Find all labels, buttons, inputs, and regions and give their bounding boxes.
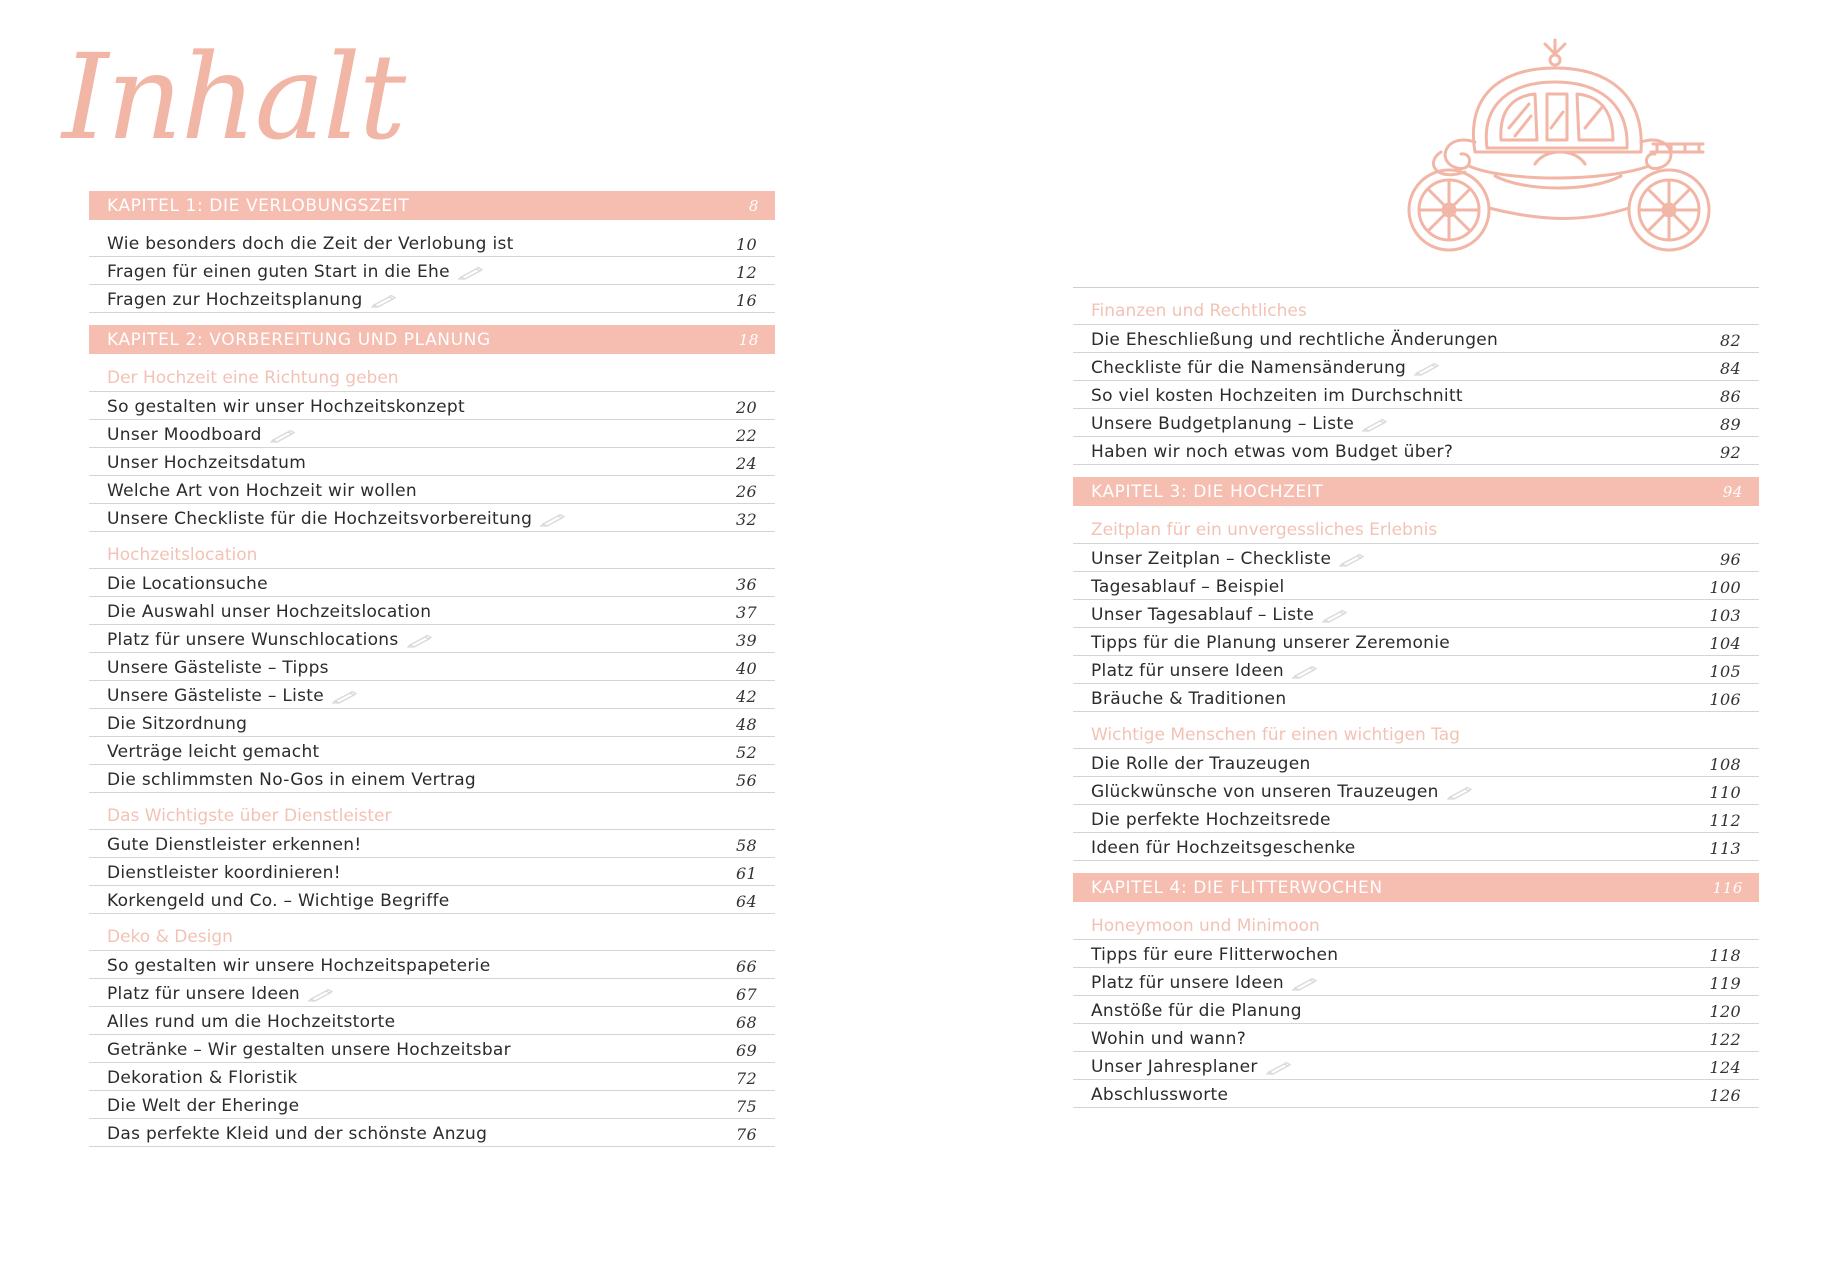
toc-entry-page-number: 103 <box>1709 606 1741 625</box>
toc-entry-label: Unser Moodboard <box>107 425 262 445</box>
toc-entry-label: Tipps für die Planung unserer Zeremonie <box>1091 633 1450 653</box>
toc-entry-page-number: 24 <box>736 454 757 473</box>
toc-entry-label: Unser Zeitplan – Checkliste <box>1091 549 1332 569</box>
toc-entry[interactable] <box>89 392 775 420</box>
toc-entry-page-number: 86 <box>1720 387 1741 406</box>
toc-entry[interactable] <box>89 951 775 979</box>
toc-entry-page-number: 82 <box>1720 331 1741 350</box>
pencil-icon <box>1339 552 1365 566</box>
pencil-icon <box>1292 976 1318 990</box>
toc-entry-label: Die Eheschließung und rechtliche Änderungen <box>1091 330 1499 350</box>
toc-entry-page-number: 10 <box>736 235 757 254</box>
toc-entry-page-number: 40 <box>736 659 757 678</box>
toc-entry[interactable] <box>1073 940 1759 968</box>
toc-entry-page-number: 113 <box>1709 839 1741 858</box>
toc-entry-label: Die Welt der Eheringe <box>107 1096 300 1116</box>
toc-entry-label: Platz für unsere Ideen <box>1091 661 1284 681</box>
toc-entry[interactable] <box>89 285 775 313</box>
toc-entry-label: Dekoration & Floristik <box>107 1068 298 1088</box>
toc-entry-page-number: 58 <box>736 836 757 855</box>
toc-entry-page-number: 42 <box>736 687 757 706</box>
toc-entry-page-number: 126 <box>1709 1086 1741 1105</box>
toc-entry-label: Platz für unsere Ideen <box>107 984 300 1004</box>
pencil-icon <box>1292 664 1318 678</box>
toc-entry-label: Verträge leicht gemacht <box>107 742 320 762</box>
toc-entry-page-number: 69 <box>736 1041 757 1060</box>
toc-entry[interactable] <box>1073 600 1759 628</box>
toc-entry-page-number: 112 <box>1709 811 1741 830</box>
toc-entry[interactable] <box>1073 1024 1759 1052</box>
toc-entry[interactable] <box>89 597 775 625</box>
section-heading-zeitplan-fur-ein-unvergessliches-erlebni: Zeitplan für ein unvergessliches Erlebnis <box>1073 515 1759 544</box>
toc-entry-page-number: 110 <box>1709 783 1741 802</box>
toc-entry-label: Unsere Gästeliste – Tipps <box>107 658 329 678</box>
toc-entry[interactable] <box>89 765 775 793</box>
chapter-page-number: 94 <box>1722 482 1743 501</box>
toc-entry-label: Abschlussworte <box>1091 1085 1229 1105</box>
toc-entry-page-number: 36 <box>736 575 757 594</box>
toc-entry-label: Wie besonders doch die Zeit der Verlobung ist <box>107 234 514 254</box>
toc-entry-label: Dienstleister koordinieren! <box>107 863 341 883</box>
toc-entry[interactable] <box>89 737 775 765</box>
toc-entry[interactable] <box>89 1035 775 1063</box>
toc-entry-label: Fragen für einen guten Start in die Ehe <box>107 262 450 282</box>
toc-entry-label: Unsere Checkliste für die Hochzeitsvorbereitung <box>107 509 533 529</box>
toc-entry-page-number: 56 <box>736 771 757 790</box>
toc-entry[interactable] <box>89 1119 775 1147</box>
toc-entry-label: Unsere Budgetplanung – Liste <box>1091 414 1355 434</box>
toc-left-column <box>89 191 775 1147</box>
toc-entry[interactable] <box>89 476 775 504</box>
toc-entry-page-number: 120 <box>1709 1002 1741 1021</box>
toc-entry[interactable] <box>1073 656 1759 684</box>
toc-entry[interactable] <box>1073 805 1759 833</box>
chapter-label: KAPITEL 3: DIE HOCHZEIT <box>1091 481 1324 502</box>
pencil-icon <box>308 987 334 1001</box>
chapter-label: KAPITEL 2: VORBEREITUNG UND PLANUNG <box>107 329 491 350</box>
toc-entry-page-number: 61 <box>736 864 757 883</box>
chapter-page-number: 116 <box>1712 878 1743 897</box>
chapter-heading-kapitel-1-die-verlobungszeit <box>89 191 775 220</box>
toc-entry-page-number: 39 <box>736 631 757 650</box>
toc-entry-label: Bräuche & Traditionen <box>1091 689 1287 709</box>
toc-entry-label: Unsere Gästeliste – Liste <box>107 686 324 706</box>
toc-entry[interactable] <box>89 625 775 653</box>
toc-entry[interactable] <box>1073 381 1759 409</box>
toc-entry-page-number: 22 <box>736 426 757 445</box>
toc-entry-page-number: 64 <box>736 892 757 911</box>
toc-entry-page-number: 108 <box>1709 755 1741 774</box>
toc-entry-page-number: 124 <box>1709 1058 1741 1077</box>
pencil-icon <box>332 689 358 703</box>
pencil-icon <box>1266 1060 1292 1074</box>
toc-entry[interactable] <box>1073 833 1759 861</box>
toc-entry-label: Welche Art von Hochzeit wir wollen <box>107 481 417 501</box>
toc-entry[interactable] <box>1073 572 1759 600</box>
pencil-icon <box>1414 361 1440 375</box>
toc-entry-page-number: 52 <box>736 743 757 762</box>
chapter-page-number: 18 <box>738 330 759 349</box>
toc-entry-label: Glückwünsche von unseren Trauzeugen <box>1091 782 1439 802</box>
toc-entry[interactable] <box>89 653 775 681</box>
toc-entry-page-number: 105 <box>1709 662 1741 681</box>
toc-entry[interactable] <box>89 681 775 709</box>
toc-entry-label: So gestalten wir unser Hochzeitskonzept <box>107 397 465 417</box>
toc-entry-page-number: 119 <box>1709 974 1741 993</box>
toc-entry[interactable] <box>89 448 775 476</box>
toc-entry[interactable] <box>1073 437 1759 465</box>
toc-entry-label: Getränke – Wir gestalten unsere Hochzeitsbar <box>107 1040 511 1060</box>
toc-entry-label: Anstöße für die Planung <box>1091 1001 1302 1021</box>
toc-entry-page-number: 68 <box>736 1013 757 1032</box>
pencil-icon <box>458 265 484 279</box>
toc-entry-page-number: 48 <box>736 715 757 734</box>
toc-entry-page-number: 20 <box>736 398 757 417</box>
toc-entry-label: Alles rund um die Hochzeitstorte <box>107 1012 396 1032</box>
chapter-heading-kapitel-3-die-hochzeit <box>1073 477 1759 506</box>
pencil-icon <box>407 633 433 647</box>
toc-entry[interactable] <box>89 229 775 257</box>
toc-entry[interactable] <box>89 979 775 1007</box>
chapter-label: KAPITEL 4: DIE FLITTERWOCHEN <box>1091 877 1383 898</box>
chapter-label: KAPITEL 1: DIE VERLOBUNGSZEIT <box>107 195 410 216</box>
toc-entry-page-number: 100 <box>1709 578 1741 597</box>
section-heading-der-hochzeit-eine-richtung-geben: Der Hochzeit eine Richtung geben <box>89 363 775 392</box>
chapter-page-number: 8 <box>748 196 759 215</box>
toc-entry-page-number: 26 <box>736 482 757 501</box>
chapter-heading-kapitel-2-vorbereitung-und-planung <box>89 325 775 354</box>
pencil-icon <box>1447 785 1473 799</box>
toc-entry[interactable] <box>1073 1080 1759 1108</box>
toc-entry[interactable] <box>1073 968 1759 996</box>
pencil-icon <box>371 293 397 307</box>
toc-entry-label: Wohin und wann? <box>1091 1029 1247 1049</box>
toc-entry[interactable] <box>89 858 775 886</box>
toc-entry-label: Checkliste für die Namensänderung <box>1091 358 1407 378</box>
toc-entry-label: Platz für unsere Wunschlocations <box>107 630 399 650</box>
toc-entry[interactable] <box>1073 1052 1759 1080</box>
toc-entry-page-number: 76 <box>736 1125 757 1144</box>
toc-entry[interactable] <box>1073 353 1759 381</box>
toc-entry-page-number: 122 <box>1709 1030 1741 1049</box>
toc-entry[interactable] <box>89 709 775 737</box>
toc-entry-label: Die Locationsuche <box>107 574 268 594</box>
section-heading-das-wichtigste-uber-dienstleister: Das Wichtigste über Dienstleister <box>89 801 775 830</box>
toc-entry[interactable] <box>1073 749 1759 777</box>
toc-entry-label: Unser Jahresplaner <box>1091 1057 1258 1077</box>
toc-entry-label: Die perfekte Hochzeitsrede <box>1091 810 1331 830</box>
toc-entry-label: Unser Tagesablauf – Liste <box>1091 605 1315 625</box>
toc-entry[interactable] <box>1073 628 1759 656</box>
toc-entry[interactable] <box>89 420 775 448</box>
toc-entry-label: Die Auswahl unser Hochzeitslocation <box>107 602 432 622</box>
toc-entry-page-number: 106 <box>1709 690 1741 709</box>
toc-entry-label: So viel kosten Hochzeiten im Durchschnitt <box>1091 386 1463 406</box>
toc-entry[interactable] <box>89 257 775 285</box>
toc-entry-label: Tagesablauf – Beispiel <box>1091 577 1285 597</box>
toc-entry-label: Gute Dienstleister erkennen! <box>107 835 362 855</box>
pencil-icon <box>1322 608 1348 622</box>
divider <box>1073 287 1759 288</box>
toc-entry-label: Fragen zur Hochzeitsplanung <box>107 290 363 310</box>
toc-entry-label: Haben wir noch etwas vom Budget über? <box>1091 442 1454 462</box>
toc-entry-label: So gestalten wir unsere Hochzeitspapeterie <box>107 956 491 976</box>
toc-entry-page-number: 37 <box>736 603 757 622</box>
toc-entry[interactable] <box>89 569 775 597</box>
carriage-illustration <box>1395 32 1725 272</box>
toc-entry-label: Die Sitzordnung <box>107 714 248 734</box>
toc-entry-page-number: 67 <box>736 985 757 1004</box>
toc-entry-label: Platz für unsere Ideen <box>1091 973 1284 993</box>
chapter-heading-kapitel-4-die-flitterwochen <box>1073 873 1759 902</box>
toc-entry-page-number: 16 <box>736 291 757 310</box>
toc-entry-page-number: 92 <box>1720 443 1741 462</box>
toc-entry[interactable] <box>89 504 775 532</box>
toc-entry[interactable] <box>1073 409 1759 437</box>
toc-entry-page-number: 12 <box>736 263 757 282</box>
toc-right-column <box>1073 287 1759 1108</box>
toc-entry-page-number: 96 <box>1720 550 1741 569</box>
pencil-icon <box>1362 417 1388 431</box>
pencil-icon <box>540 512 566 526</box>
section-heading-wichtige-menschen-fur-einen-wichtigen-ta: Wichtige Menschen für einen wichtigen Tag <box>1073 720 1759 749</box>
toc-entry[interactable] <box>89 1091 775 1119</box>
section-heading-honeymoon-und-minimoon: Honeymoon und Minimoon <box>1073 911 1759 940</box>
toc-entry-page-number: 75 <box>736 1097 757 1116</box>
toc-entry-page-number: 32 <box>736 510 757 529</box>
toc-entry[interactable] <box>89 830 775 858</box>
toc-entry[interactable] <box>89 1007 775 1035</box>
toc-entry-page-number: 66 <box>736 957 757 976</box>
toc-entry-label: Korkengeld und Co. – Wichtige Begriffe <box>107 891 450 911</box>
section-heading-deko-design: Deko & Design <box>89 922 775 951</box>
section-heading-finanzen-und-rechtliches: Finanzen und Rechtliches <box>1073 296 1759 325</box>
toc-entry[interactable] <box>89 1063 775 1091</box>
toc-entry[interactable] <box>1073 544 1759 572</box>
section-heading-hochzeitslocation: Hochzeitslocation <box>89 540 775 569</box>
toc-entry-page-number: 89 <box>1720 415 1741 434</box>
toc-entry[interactable] <box>1073 996 1759 1024</box>
toc-entry-label: Tipps für eure Flitterwochen <box>1091 945 1339 965</box>
page-title: Inhalt <box>62 28 405 166</box>
pencil-icon <box>270 428 296 442</box>
toc-entry-label: Die Rolle der Trauzeugen <box>1091 754 1311 774</box>
toc-entry[interactable] <box>1073 325 1759 353</box>
toc-entry-page-number: 118 <box>1709 946 1741 965</box>
toc-entry-page-number: 72 <box>736 1069 757 1088</box>
toc-entry-label: Das perfekte Kleid und der schönste Anzug <box>107 1124 488 1144</box>
toc-entry-page-number: 84 <box>1720 359 1741 378</box>
toc-entry-page-number: 104 <box>1709 634 1741 653</box>
toc-entry[interactable] <box>1073 684 1759 712</box>
toc-entry[interactable] <box>1073 777 1759 805</box>
toc-entry[interactable] <box>89 886 775 914</box>
toc-entry-label: Ideen für Hochzeitsgeschenke <box>1091 838 1356 858</box>
toc-entry-label: Die schlimmsten No-Gos in einem Vertrag <box>107 770 477 790</box>
toc-entry-label: Unser Hochzeitsdatum <box>107 453 307 473</box>
